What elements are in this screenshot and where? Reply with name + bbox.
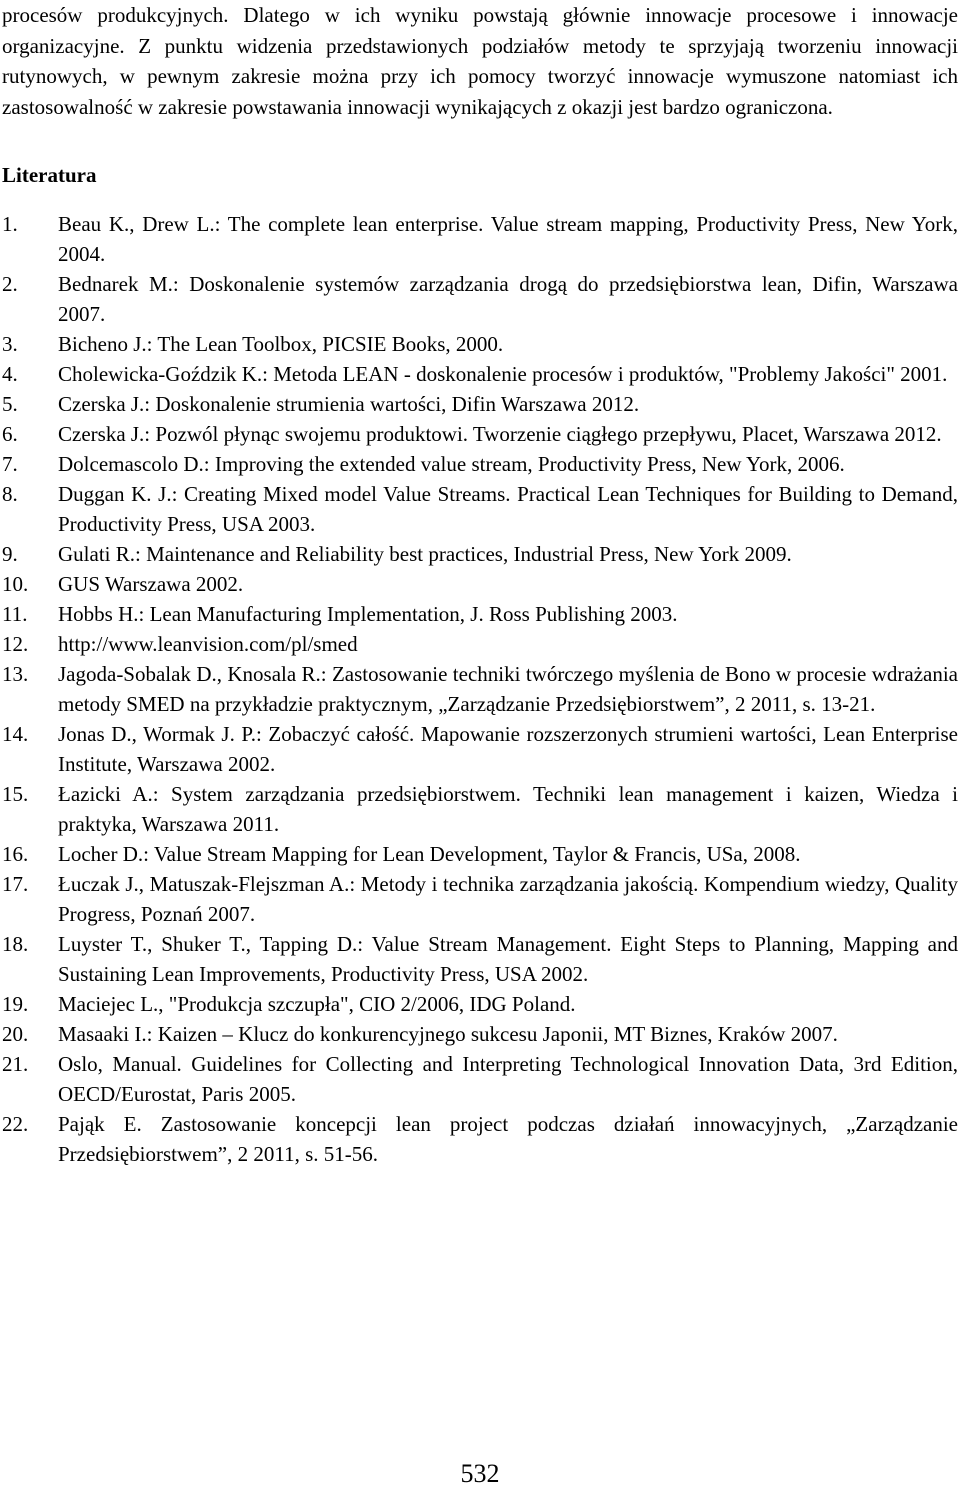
- reference-text[interactable]: http://www.leanvision.com/pl/smed: [58, 632, 358, 656]
- reference-text: Łazicki A.: System zarządzania przedsiębiorstwem. Techniki lean management i kaizen, Wiedza i praktyka, Warszawa 2011.: [58, 782, 958, 836]
- reference-item: [2, 719, 958, 779]
- section-heading: Literatura: [2, 163, 97, 187]
- reference-number: 14.: [2, 722, 29, 746]
- reference-item: [2, 449, 958, 479]
- reference-item: [2, 599, 958, 629]
- reference-number: 21.: [2, 1052, 29, 1076]
- reference-number: 5.: [2, 392, 18, 416]
- reference-text: Bicheno J.: The Lean Toolbox, PICSIE Books, 2000.: [58, 332, 504, 356]
- reference-item: [2, 989, 958, 1019]
- intro-paragraph: procesów produkcyjnych. Dlatego w ich wyniku powstają głównie innowacje procesowe i innowacje organizacyjne. Z punktu widzenia przedstawionych podziałów metody te sprzyjają tworzeniu innowacji rutynowych, w pewnym zakresie można przy ich pomocy tworzyć innowacje wymuszone natomiast ich zastosowalność w zakresie powstawania innowacji wynikających z okazji jest bardzo ograniczona.: [2, 3, 958, 119]
- reference-item: [2, 1109, 958, 1169]
- reference-number: 3.: [2, 332, 18, 356]
- reference-item: [2, 479, 958, 539]
- reference-text: Cholewicka-Goździk K.: Metoda LEAN - doskonalenie procesów i produktów, "Problemy Jakości" 2001.: [58, 362, 948, 386]
- reference-item: [2, 629, 958, 659]
- reference-item: [2, 569, 958, 599]
- page-number: 532: [460, 1459, 500, 1488]
- reference-number: 22.: [2, 1112, 29, 1136]
- reference-text: Jonas D., Wormak J. P.: Zobaczyć całość. Mapowanie rozszerzonych strumieni wartości, Lean Enterprise Institute, Warszawa 2002.: [58, 722, 958, 776]
- reference-item: [2, 209, 958, 269]
- reference-number: 1.: [2, 212, 18, 236]
- reference-number: 9.: [2, 542, 18, 566]
- reference-text: Duggan K. J.: Creating Mixed model Value Streams. Practical Lean Techniques for Building to Demand, Productivity Press, USA 2003.: [58, 482, 958, 536]
- reference-number: 8.: [2, 482, 18, 506]
- reference-number: 19.: [2, 992, 29, 1016]
- reference-item: [2, 1049, 958, 1109]
- reference-number: 2.: [2, 272, 18, 296]
- reference-number: 4.: [2, 362, 18, 386]
- reference-text: Łuczak J., Matuszak-Flejszman A.: Metody i technika zarządzania jakością. Kompendium wiedzy, Quality Progress, Poznań 2007.: [58, 872, 958, 926]
- reference-item: [2, 359, 958, 389]
- reference-item: [2, 869, 958, 929]
- reference-item: [2, 779, 958, 839]
- reference-text: Jagoda-Sobalak D., Knosala R.: Zastosowanie techniki twórczego myślenia de Bono w procesie wdrażania metody SMED na przykładzie praktycznym, „Zarządzanie Przedsiębiorstwem”, 2 2011, s. 13-21.: [58, 662, 958, 716]
- reference-number: 13.: [2, 662, 29, 686]
- reference-number: 16.: [2, 842, 29, 866]
- reference-text: GUS Warszawa 2002.: [58, 572, 244, 596]
- reference-text: Masaaki I.: Kaizen – Klucz do konkurencyjnego sukcesu Japonii, MT Biznes, Kraków 2007.: [58, 1022, 838, 1046]
- reference-number: 20.: [2, 1022, 29, 1046]
- reference-text: Pająk E. Zastosowanie koncepcji lean project podczas działań innowacyjnych, „Zarządzanie Przedsiębiorstwem”, 2 2011, s. 51-56.: [58, 1112, 958, 1166]
- reference-number: 7.: [2, 452, 18, 476]
- reference-item: [2, 419, 958, 449]
- reference-text: Locher D.: Value Stream Mapping for Lean Development, Taylor & Francis, USa, 2008.: [58, 842, 801, 866]
- reference-number: 15.: [2, 782, 29, 806]
- reference-number: 18.: [2, 932, 29, 956]
- reference-text: Luyster T., Shuker T., Tapping D.: Value Stream Management. Eight Steps to Planning, Mapping and Sustaining Lean Improvements, Productivity Press, USA 2002.: [58, 932, 958, 986]
- reference-item: [2, 539, 958, 569]
- reference-list: [2, 209, 958, 1169]
- reference-item: [2, 839, 958, 869]
- reference-item: [2, 659, 958, 719]
- reference-item: [2, 1019, 958, 1049]
- reference-text: Oslo, Manual. Guidelines for Collecting and Interpreting Technological Innovation Data, 3rd Edition, OECD/Eurostat, Paris 2005.: [58, 1052, 958, 1106]
- reference-number: 10.: [2, 572, 29, 596]
- reference-text: Dolcemascolo D.: Improving the extended value stream, Productivity Press, New York, 2006.: [58, 452, 845, 476]
- reference-text: Gulati R.: Maintenance and Reliability best practices, Industrial Press, New York 2009.: [58, 542, 792, 566]
- reference-number: 12.: [2, 632, 29, 656]
- reference-text: Hobbs H.: Lean Manufacturing Implementation, J. Ross Publishing 2003.: [58, 602, 678, 626]
- reference-text: Beau K., Drew L.: The complete lean enterprise. Value stream mapping, Productivity Press, New York, 2004.: [58, 212, 958, 266]
- reference-item: [2, 329, 958, 359]
- reference-text: Czerska J.: Pozwól płynąc swojemu produktowi. Tworzenie ciągłego przepływu, Placet, Warszawa 2012.: [58, 422, 942, 446]
- reference-number: 6.: [2, 422, 18, 446]
- reference-text: Maciejec L., "Produkcja szczupła", CIO 2/2006, IDG Poland.: [58, 992, 576, 1016]
- reference-text: Czerska J.: Doskonalenie strumienia wartości, Difin Warszawa 2012.: [58, 392, 640, 416]
- reference-number: 17.: [2, 872, 29, 896]
- reference-number: 11.: [2, 602, 28, 626]
- reference-text: Bednarek M.: Doskonalenie systemów zarządzania drogą do przedsiębiorstwa lean, Difin, Warszawa 2007.: [58, 272, 958, 326]
- reference-item: [2, 389, 958, 419]
- reference-item: [2, 929, 958, 989]
- reference-item: [2, 269, 958, 329]
